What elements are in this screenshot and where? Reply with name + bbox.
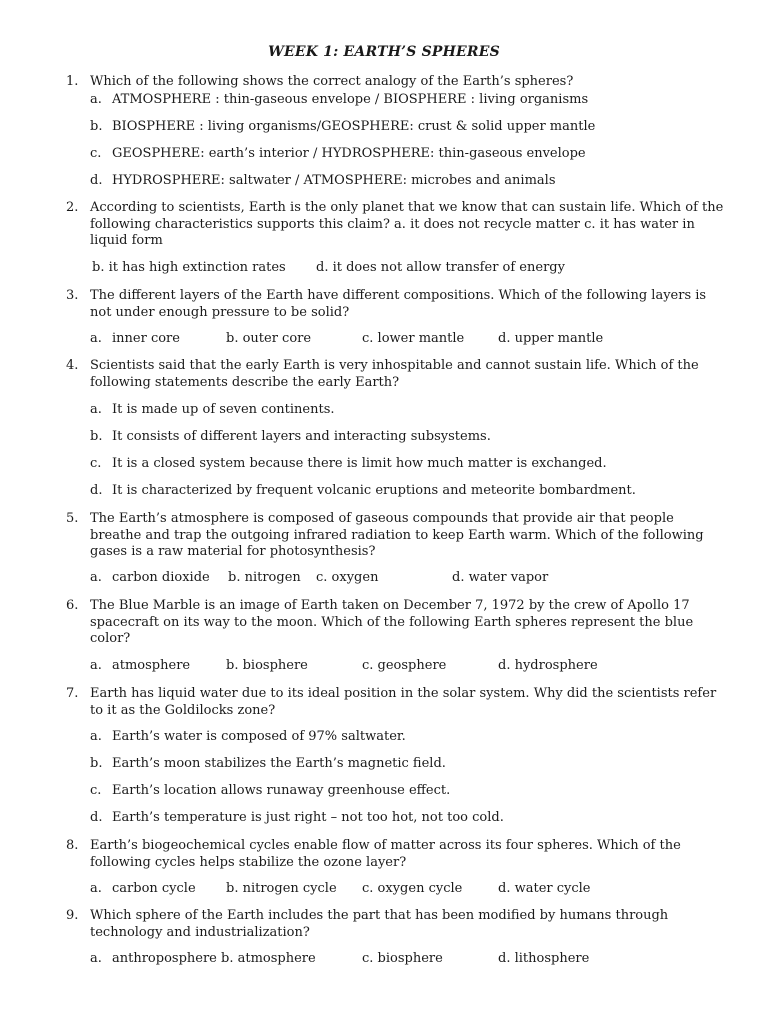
option-letter: a. bbox=[90, 881, 102, 896]
question-number: 6. bbox=[66, 598, 79, 613]
question-text: The Blue Marble is an image of Earth taken on December 7, 1972 by the crew of Apollo 17 spacecraft on its way to the moon. Which of the following Earth spheres represent the blue color? bbox=[90, 598, 694, 646]
option-8c: c. oxygen cycle bbox=[362, 881, 463, 896]
options-row-3 bbox=[90, 331, 730, 347]
option-8d: d. water cycle bbox=[498, 881, 591, 896]
option-3a bbox=[90, 331, 180, 347]
question-4 bbox=[66, 358, 728, 391]
question-text: Which sphere of the Earth includes the part that has been modified by humans through technology and industrialization? bbox=[90, 908, 669, 940]
question-number: 5. bbox=[66, 511, 79, 526]
option-5c: c. oxygen bbox=[316, 570, 379, 585]
option-1d bbox=[90, 173, 730, 189]
option-8a bbox=[90, 881, 196, 897]
question-number: 8. bbox=[66, 838, 79, 853]
option-letter: d. bbox=[90, 173, 103, 188]
question-9 bbox=[66, 908, 728, 941]
question-text: Scientists said that the early Earth is very inhospitable and cannot sustain life. Which of the following statements describe the early Earth? bbox=[90, 358, 699, 390]
option-text: carbon dioxide bbox=[112, 570, 210, 585]
question-1 bbox=[66, 74, 728, 91]
option-9d: d. lithosphere bbox=[498, 951, 590, 966]
question-number: 1. bbox=[66, 74, 79, 89]
options-row-8 bbox=[90, 881, 730, 897]
option-4b bbox=[90, 429, 730, 445]
option-text: Earth’s temperature is just right – not too hot, not too cold. bbox=[112, 810, 504, 825]
options-row-9 bbox=[90, 951, 730, 967]
option-2d: d. it does not allow transfer of energy bbox=[316, 260, 565, 275]
option-letter: d. bbox=[90, 483, 103, 498]
option-text: inner core bbox=[112, 331, 180, 346]
option-letter: d. bbox=[90, 810, 103, 825]
option-text: GEOSPHERE: earth’s interior / HYDROSPHERE: thin-gaseous envelope bbox=[112, 146, 586, 161]
option-letter: b. bbox=[90, 119, 103, 134]
option-letter: a. bbox=[90, 951, 102, 966]
question-text: Which of the following shows the correct analogy of the Earth’s spheres? bbox=[90, 74, 574, 89]
question-text: Earth’s biogeochemical cycles enable flow of matter across its four spheres. Which of the following cycles helps stabilize the ozone layer? bbox=[90, 838, 681, 870]
option-letter: a. bbox=[90, 729, 102, 744]
question-number: 7. bbox=[66, 686, 79, 701]
question-number: 9. bbox=[66, 908, 79, 923]
question-text: The different layers of the Earth have different compositions. Which of the following layers is not under enough pressure to be solid? bbox=[90, 288, 707, 320]
option-text: HYDROSPHERE: saltwater / ATMOSPHERE: microbes and animals bbox=[112, 173, 556, 188]
option-text: It is made up of seven continents. bbox=[112, 402, 335, 417]
question-3 bbox=[66, 288, 728, 321]
question-5 bbox=[66, 511, 728, 561]
option-1c bbox=[90, 146, 730, 162]
option-letter: a. bbox=[90, 402, 102, 417]
option-letter: c. bbox=[90, 146, 102, 161]
question-6 bbox=[66, 598, 728, 648]
option-letter: a. bbox=[90, 92, 102, 107]
option-6b: b. biosphere bbox=[226, 658, 308, 673]
option-1b bbox=[90, 119, 730, 135]
option-7c bbox=[90, 783, 730, 799]
option-text: BIOSPHERE : living organisms/GEOSPHERE: crust & solid upper mantle bbox=[112, 119, 596, 134]
option-1a bbox=[90, 92, 730, 108]
question-2 bbox=[66, 200, 728, 250]
option-text: Earth’s water is composed of 97% saltwater. bbox=[112, 729, 406, 744]
question-8 bbox=[66, 838, 728, 871]
option-2b: b. it has high extinction rates bbox=[92, 260, 286, 275]
option-9a-9b bbox=[90, 951, 316, 967]
options-row-6 bbox=[90, 658, 730, 674]
option-8b: b. nitrogen cycle bbox=[226, 881, 337, 896]
option-6a bbox=[90, 658, 190, 674]
option-text: atmosphere bbox=[112, 658, 191, 673]
option-text: It is characterized by frequent volcanic eruptions and meteorite bombardment. bbox=[112, 483, 636, 498]
option-text: Earth’s moon stabilizes the Earth’s magnetic field. bbox=[112, 756, 446, 771]
option-5b: b. nitrogen bbox=[228, 570, 301, 585]
option-9c: c. biosphere bbox=[362, 951, 443, 966]
option-text: carbon cycle bbox=[112, 881, 196, 896]
question-text: Earth has liquid water due to its ideal position in the solar system. Why did the scientists refer to it as the Goldilocks zone? bbox=[90, 686, 717, 718]
question-text: According to scientists, Earth is the only planet that we know that can sustain life. Which of the following characteristics supports this claim? a. it does not recycle matter c. it has water in liquid form bbox=[90, 200, 724, 248]
option-7d bbox=[90, 810, 730, 826]
option-4c bbox=[90, 456, 730, 472]
option-5d: d. water vapor bbox=[452, 570, 549, 585]
option-text: Earth’s location allows runaway greenhouse effect. bbox=[112, 783, 451, 798]
option-letter: a. bbox=[90, 331, 102, 346]
option-letter: b. bbox=[90, 756, 103, 771]
question-number: 3. bbox=[66, 288, 79, 303]
question-text: The Earth’s atmosphere is composed of gaseous compounds that provide air that people breathe and trap the outgoing infrared radiation to keep Earth warm. Which of the following gases is a raw material for photosynthesis? bbox=[90, 511, 704, 559]
option-text: It consists of different layers and interacting subsystems. bbox=[112, 429, 491, 444]
options-row-2 bbox=[90, 260, 730, 276]
option-7a bbox=[90, 729, 730, 745]
option-6d: d. hydrosphere bbox=[498, 658, 598, 673]
question-number: 2. bbox=[66, 200, 79, 215]
option-letter: b. bbox=[90, 429, 103, 444]
option-3c: c. lower mantle bbox=[362, 331, 465, 346]
options-row-5 bbox=[90, 570, 730, 586]
option-letter: c. bbox=[90, 783, 102, 798]
question-7 bbox=[66, 686, 728, 719]
option-4d bbox=[90, 483, 730, 499]
question-number: 4. bbox=[66, 358, 79, 373]
option-text: anthroposphere b. atmosphere bbox=[112, 951, 316, 966]
option-7b bbox=[90, 756, 730, 772]
option-letter: a. bbox=[90, 570, 102, 585]
option-letter: c. bbox=[90, 456, 102, 471]
option-3b: b. outer core bbox=[226, 331, 312, 346]
option-6c: c. geosphere bbox=[362, 658, 447, 673]
option-3d: d. upper mantle bbox=[498, 331, 604, 346]
option-5a bbox=[90, 570, 210, 586]
option-text: It is a closed system because there is limit how much matter is exchanged. bbox=[112, 456, 607, 471]
option-letter: a. bbox=[90, 658, 102, 673]
option-4a bbox=[90, 402, 730, 418]
option-text: ATMOSPHERE : thin-gaseous envelope / BIOSPHERE : living organisms bbox=[112, 92, 589, 107]
page-title: WEEK 1: EARTH’S SPHERES bbox=[268, 44, 500, 60]
